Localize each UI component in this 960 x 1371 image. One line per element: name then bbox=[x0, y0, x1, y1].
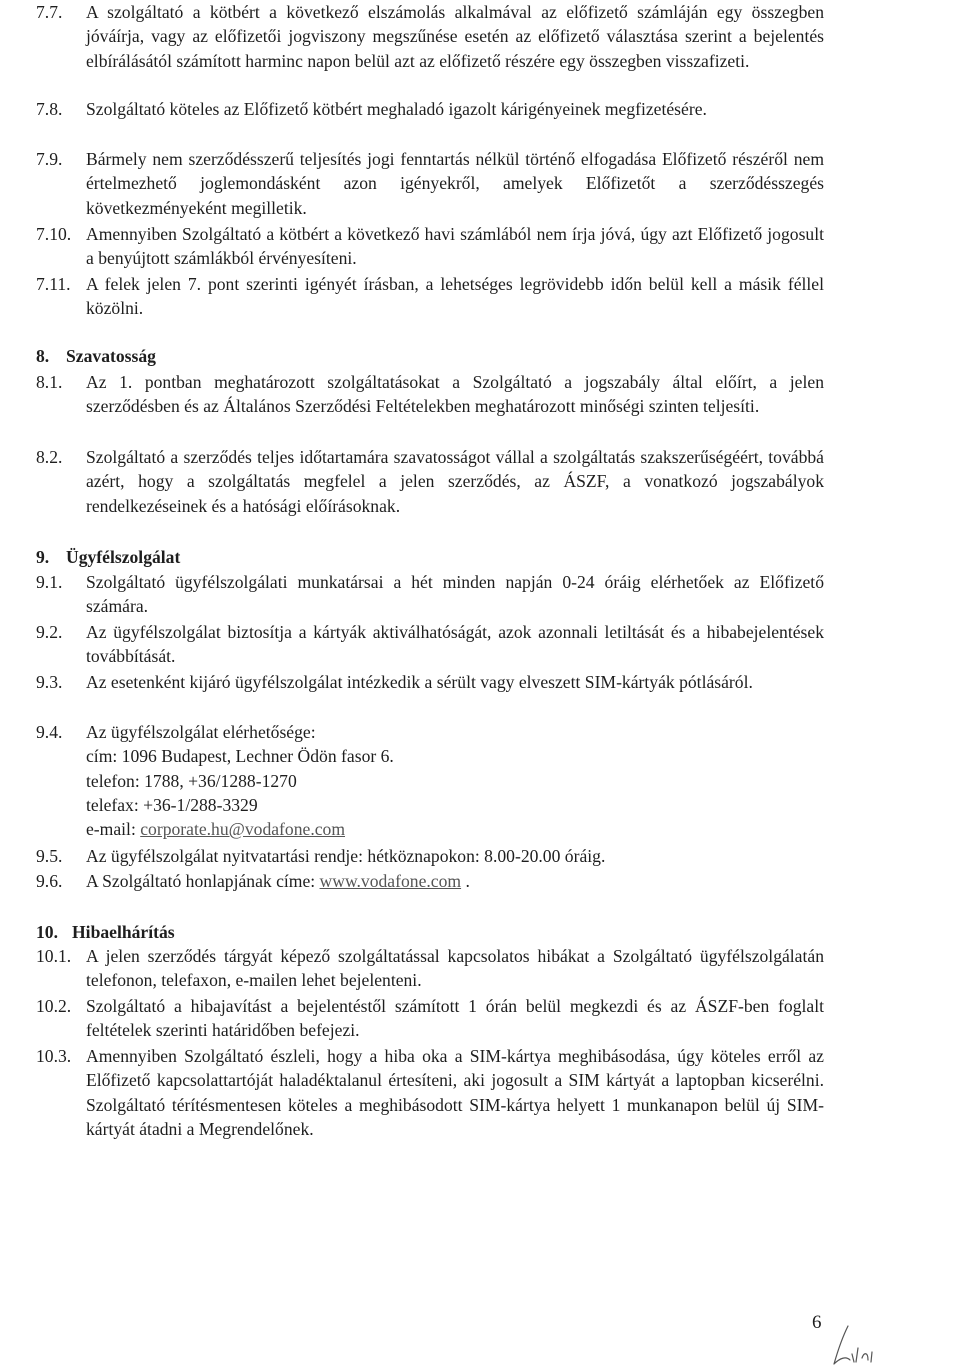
clause-7-8 bbox=[36, 97, 824, 121]
clause-number: 7.8. bbox=[36, 99, 63, 119]
section-heading-8 bbox=[36, 344, 156, 368]
clause-8-2 bbox=[36, 445, 824, 518]
contact-address: cím: 1096 Budapest, Lechner Ödön fasor 6. bbox=[86, 746, 394, 767]
section-heading-10 bbox=[36, 920, 175, 944]
clause-number: 9.3. bbox=[36, 672, 63, 692]
clause-text: Az ügyfélszolgálat nyitvatartási rendje: hétköznapokon: 8.00-20.00 óráig. bbox=[86, 846, 606, 866]
clause-number: 9.2. bbox=[36, 622, 63, 642]
clause-text: Szolgáltató köteles az Előfizető kötbért meghaladó igazolt kárigényeinek megfizetésére. bbox=[86, 99, 707, 119]
clause-10-3 bbox=[36, 1044, 824, 1141]
clause-text: A szolgáltató a kötbért a következő elszámolás alkalmával az előfizető számláján egy összegben jóváírja, vagy az előfizetői jogviszony megszűnése esetén az előfizető választása szerint a bejelentés elbírálásától számított harminc napon belül azt az előfizető részére egy összegben visszafizeti. bbox=[86, 2, 824, 71]
contact-block bbox=[86, 720, 824, 841]
heading-title: Ügyfélszolgálat bbox=[66, 547, 181, 567]
clause-9-2 bbox=[36, 620, 824, 669]
clause-text: Az ügyfélszolgálat biztosítja a kártyák aktiválhatóságát, azok azonnali letiltását és a hibabejelentések továbbítását. bbox=[86, 622, 824, 667]
clause-text: Amennyiben Szolgáltató a kötbért a következő havi számlából nem írja jóvá, úgy azt Előfizető jogosult a benyújtott számlákból érvényesíteni. bbox=[86, 224, 824, 269]
clause-number: 8.2. bbox=[36, 447, 63, 467]
clause-number: 9.6. bbox=[36, 871, 63, 891]
clause-7-10 bbox=[36, 222, 824, 271]
handwritten-signature-icon bbox=[828, 1318, 888, 1368]
clause-text: Szolgáltató ügyfélszolgálati munkatársai a hét minden napján 0-24 óráig elérhetőek az Előfizető számára. bbox=[86, 572, 824, 617]
clause-number: 10.1. bbox=[36, 946, 72, 966]
clause-8-1 bbox=[36, 370, 824, 419]
contact-email-link[interactable]: corporate.hu@vodafone.com bbox=[140, 819, 346, 840]
clause-9-4 bbox=[36, 720, 824, 841]
heading-title: Hibaelhárítás bbox=[72, 922, 175, 942]
contact-email-line bbox=[86, 817, 824, 841]
web-tail: . bbox=[461, 871, 470, 891]
clause-number: 9.4. bbox=[36, 722, 63, 742]
contact-fax: telefax: +36-1/288-3329 bbox=[86, 794, 258, 815]
clause-number: 9.1. bbox=[36, 572, 63, 592]
clause-text: Szolgáltató a hibajavítást a bejelentéstől számított 1 órán belül megkezdi és az ÁSZF-ben foglalt feltételek szerinti határidőben befejezi. bbox=[86, 996, 824, 1041]
heading-title: Szavatosság bbox=[66, 346, 156, 366]
page-number: 6 bbox=[812, 1312, 822, 1333]
section-heading-9 bbox=[36, 545, 180, 569]
clause-7-7 bbox=[36, 0, 824, 73]
clause-number: 10.3. bbox=[36, 1046, 72, 1066]
clause-text: Az esetenként kijáró ügyfélszolgálat intézkedik a sérült vagy elveszett SIM-kártyák pótlásáról. bbox=[86, 672, 753, 692]
contact-phone: telefon: 1788, +36/1288-1270 bbox=[86, 770, 297, 791]
clause-number: 8.1. bbox=[36, 372, 63, 392]
website-link[interactable]: www.vodafone.com bbox=[319, 871, 462, 891]
heading-number: 8. bbox=[36, 346, 50, 366]
clause-text: A jelen szerződés tárgyát képező szolgáltatással kapcsolatos hibákat a Szolgáltató ügyfélszolgálatán telefonon, telefaxon, e-mailen lehet bejelenteni. bbox=[86, 946, 824, 991]
clause-text: Amennyiben Szolgáltató észleli, hogy a hiba oka a SIM-kártya meghibásodása, úgy köteles erről az Előfizető kapcsolattartóját haladéktalanul értesíteni, aki jogosult a SIM kártyát a laptopban kicserélni. Szolgáltató térítésmentesen köteles a meghibásodott SIM-kártya helyett 1 munkanapon belül új SIM-kártyát átadni a Megrendelőnek. bbox=[86, 1046, 824, 1139]
web-label: A Szolgáltató honlapjának címe: bbox=[86, 871, 320, 891]
clause-number: 7.7. bbox=[36, 2, 63, 22]
heading-number: 9. bbox=[36, 547, 50, 567]
clause-text: A felek jelen 7. pont szerinti igényét írásban, a lehetséges legrövidebb időn belül kell a másik féllel közölni. bbox=[86, 274, 824, 319]
clause-9-6 bbox=[36, 869, 824, 893]
clause-10-2 bbox=[36, 994, 824, 1043]
contact-email-label: e-mail: bbox=[86, 819, 141, 840]
clause-number: 10.2. bbox=[36, 996, 72, 1016]
clause-number: 7.11. bbox=[36, 274, 71, 294]
clause-10-1 bbox=[36, 944, 824, 993]
clause-text bbox=[86, 869, 824, 893]
clause-9-1 bbox=[36, 570, 824, 619]
clause-number: 7.9. bbox=[36, 149, 63, 169]
heading-number: 10. bbox=[36, 922, 58, 942]
contact-intro: Az ügyfélszolgálat elérhetősége: bbox=[86, 722, 316, 742]
clause-text: Szolgáltató a szerződés teljes időtartamára szavatosságot vállal a szolgáltatás szakszerűségéért, továbbá azért, hogy a szolgáltatás megfelel a jelen szerződés, az ÁSZF, a vonatkozó jogszabályok rendelkezéseinek és a hatósági előírásoknak. bbox=[86, 447, 824, 516]
clause-number: 7.10. bbox=[36, 224, 72, 244]
clause-9-3 bbox=[36, 670, 824, 694]
clause-9-5 bbox=[36, 844, 824, 868]
clause-text: Az 1. pontban meghatározott szolgáltatásokat a Szolgáltató a jogszabály által előírt, a jelen szerződésben és az Általános Szerződési Feltételekben meghatározott minőségi szinten teljesíti. bbox=[86, 372, 824, 417]
clause-text: Bármely nem szerződésszerű teljesítés jogi fenntartás nélkül történő elfogadása Előfizető részéről nem értelmezhető joglemondásként azon igényekről, amelyek Előfizetőt a szerződésszegés következményeként megilletik. bbox=[86, 149, 824, 218]
clause-7-9 bbox=[36, 147, 824, 220]
clause-number: 9.5. bbox=[36, 846, 63, 866]
clause-7-11 bbox=[36, 272, 824, 321]
